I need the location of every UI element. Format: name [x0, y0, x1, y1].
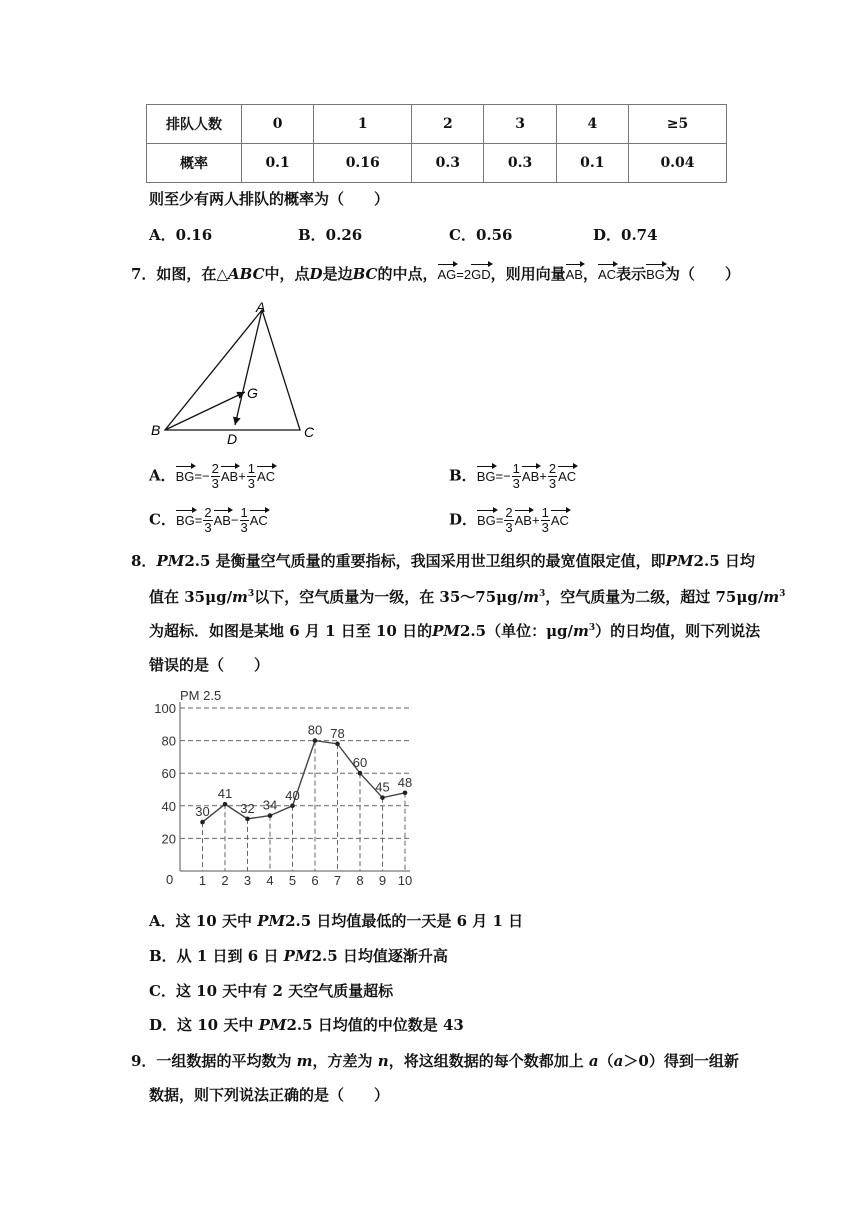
- q7-text: ，: [582, 265, 598, 283]
- option-letter: B．: [449, 466, 477, 485]
- fraction: [541, 506, 550, 535]
- vertex-a-label: A: [256, 299, 266, 315]
- q8-text: ）的日均值，则下列说法: [595, 622, 761, 640]
- vector-bg: BG: [477, 508, 496, 528]
- y-tick-label: 40: [161, 798, 176, 814]
- q8-text: 值在 35μg/: [149, 588, 233, 606]
- y-tick-label: 80: [161, 733, 176, 749]
- vector-bg: BG: [176, 464, 195, 484]
- q9-text: ，将这组数据的每个数都加上: [388, 1052, 589, 1070]
- q6-option-c: C．0.56: [449, 226, 513, 244]
- vector-gd: GD: [471, 262, 491, 282]
- table-cell: 0.04: [628, 144, 726, 183]
- vector-ab: AB: [522, 464, 539, 484]
- numerator: 2: [505, 505, 513, 520]
- vector-ac: AC: [250, 508, 268, 528]
- vector-ac: AC: [257, 464, 275, 484]
- vector-ac: AC: [598, 262, 616, 282]
- q8-text: 2.5 日均值逐渐升高: [311, 947, 448, 965]
- q8-option-a: [149, 910, 523, 931]
- triangle-abc: [165, 310, 300, 430]
- fraction: [548, 462, 557, 491]
- point-g-label: G: [247, 385, 258, 401]
- q8-stem-line-1: [131, 550, 755, 571]
- data-point: [268, 813, 273, 818]
- numerator: 1: [541, 505, 549, 520]
- option-letter: C．: [149, 510, 176, 529]
- y-tick-label: 60: [161, 766, 176, 782]
- q8-text: B．从 1 日到 6 日: [149, 947, 284, 965]
- data-label: 40: [285, 787, 300, 803]
- q8-text: 以下，空气质量为一级，在 35～75μg/: [254, 588, 524, 606]
- q8-text: D．这 10 天中: [149, 1016, 259, 1034]
- denominator: 3: [204, 520, 212, 535]
- vector-ab: AB: [214, 508, 231, 528]
- x-tick-label: 7: [333, 873, 342, 888]
- table-header-cell: 4: [556, 105, 628, 144]
- x-tick-label: 9: [378, 873, 387, 888]
- operator: +: [531, 512, 540, 528]
- q8-text: 2.5（单位：μg/: [459, 622, 574, 640]
- table-cell: 0.16: [314, 144, 412, 183]
- q8-text: 2.5 日均值的中位数是 43: [286, 1016, 464, 1034]
- chart-title: PM 2.5: [180, 688, 222, 703]
- fraction: [240, 506, 249, 535]
- numerator: 2: [548, 461, 557, 476]
- numerator: 2: [204, 505, 212, 520]
- q9-text: ＞0）得到一组新: [623, 1052, 739, 1070]
- q7-text: 中，点: [264, 265, 310, 283]
- vertex-b-label: B: [151, 422, 161, 438]
- x-tick-label: 4: [266, 873, 274, 888]
- q7-text: 是边: [322, 265, 353, 283]
- data-point: [403, 790, 408, 795]
- q8-text: PM: [156, 552, 185, 570]
- q6-option-a: A．0.16: [149, 226, 213, 244]
- operator: +: [539, 468, 547, 484]
- q9-text: n: [377, 1052, 389, 1070]
- x-tick-label: 1: [198, 873, 207, 888]
- table-header-cell: 排队人数: [147, 105, 242, 144]
- table-row: [147, 105, 727, 144]
- x-tick-label: 3: [243, 873, 252, 888]
- q8-option-d: [149, 1014, 464, 1035]
- vector-ac: AC: [558, 464, 576, 484]
- vector-bg: BG: [646, 262, 665, 282]
- fraction: [203, 506, 212, 535]
- q7-option-a: [149, 462, 275, 491]
- fraction: [211, 462, 220, 491]
- q8-text: 2.5 日均值最低的一天是 6 月 1 日: [285, 912, 524, 930]
- q7-text: 为（ ）: [664, 265, 740, 283]
- denominator: 3: [548, 476, 557, 491]
- data-point: [245, 817, 250, 822]
- table-row: [147, 144, 727, 183]
- q8-text: m: [523, 588, 539, 606]
- data-point: [290, 804, 295, 809]
- data-label: 78: [330, 725, 345, 741]
- fraction: [504, 506, 513, 535]
- data-point: [380, 795, 385, 800]
- vertex-c-label: C: [304, 424, 315, 440]
- option-letter: D．: [449, 510, 478, 529]
- q8-text: 3: [247, 589, 255, 599]
- q9-text: m: [296, 1052, 313, 1070]
- triangle-figure: [145, 296, 335, 446]
- q8-text: PM: [432, 622, 460, 640]
- q8-text: 3: [779, 589, 786, 599]
- q9-text: 9．一组数据的平均数为: [131, 1052, 297, 1070]
- q8-stem-line-2: [149, 586, 785, 607]
- data-label: 48: [397, 774, 413, 790]
- table-header-cell: 2: [412, 105, 484, 144]
- data-point: [335, 742, 340, 747]
- q8-stem-line-4: 错误的是（ ）: [149, 656, 270, 674]
- q7-text: D: [309, 265, 323, 283]
- y-tick-label: 100: [154, 701, 176, 716]
- denominator: 3: [512, 476, 520, 491]
- vector-bg: BG: [176, 508, 195, 528]
- vector-ac: AC: [551, 508, 569, 528]
- q7-stem: [131, 262, 740, 284]
- x-tick-label: 10: [397, 873, 413, 888]
- data-label: 30: [195, 804, 210, 820]
- data-label: 41: [217, 786, 233, 802]
- vector-bg: BG: [477, 464, 496, 484]
- table-cell: 概率: [147, 144, 242, 183]
- q8-text: 8．: [131, 552, 157, 570]
- q7-text: 7．如图，在△: [131, 265, 228, 283]
- fraction: [247, 462, 256, 491]
- q7-text: ，则用向量: [490, 265, 566, 283]
- x-tick-label: 5: [288, 873, 297, 888]
- q8-text: PM: [283, 947, 312, 965]
- vector-ab: AB: [515, 508, 532, 528]
- table-header-cell: ≥5: [628, 105, 726, 144]
- q9-text: （: [598, 1052, 614, 1070]
- q8-text: m: [232, 588, 248, 606]
- data-point: [358, 771, 363, 776]
- q7-text: BC: [352, 265, 378, 283]
- q7-text: 的中点，: [377, 265, 438, 283]
- operator: +: [238, 468, 246, 484]
- q7-text: 表示: [616, 265, 647, 283]
- vector-ab: AB: [221, 464, 238, 484]
- operator: =: [495, 512, 504, 528]
- q7-option-b: [449, 462, 576, 491]
- origin-label: 0: [166, 872, 174, 887]
- vector-ag: AG: [438, 262, 457, 282]
- table-cell: 0.1: [556, 144, 628, 183]
- q7-text: ABC: [227, 265, 265, 283]
- data-point: [223, 802, 228, 807]
- q8-text: 3: [538, 589, 546, 599]
- fraction: [512, 462, 521, 491]
- data-point: [313, 738, 318, 743]
- table-cell: 0.1: [242, 144, 314, 183]
- q9-text: a: [588, 1052, 599, 1070]
- probability-table: [146, 104, 727, 183]
- q8-text: A．这 10 天中: [149, 912, 258, 930]
- x-tick-label: 2: [221, 873, 229, 888]
- table-cell: 0.3: [412, 144, 484, 183]
- q8-text: ，空气质量为二级，超过 75μg/: [545, 588, 764, 606]
- data-label: 45: [375, 779, 390, 795]
- q8-text: PM: [258, 1016, 287, 1034]
- denominator: 3: [505, 520, 513, 535]
- q8-stem-line-3: [149, 620, 760, 641]
- q6-option-d: D．0.74: [593, 226, 658, 244]
- q8-text: C．这 10 天中有 2 天空气质量超标: [149, 982, 394, 1000]
- q8-text: 2.5 日均: [693, 552, 755, 570]
- table-header-cell: 0: [242, 105, 314, 144]
- operator: −: [230, 512, 239, 528]
- denominator: 3: [247, 476, 256, 491]
- q9-stem-line-1: [131, 1050, 739, 1071]
- operator: =−: [495, 468, 511, 484]
- operator: =: [194, 512, 203, 528]
- denominator: 3: [240, 520, 248, 535]
- q8-option-c: [149, 980, 393, 1001]
- numerator: 1: [240, 505, 248, 520]
- operator: =−: [194, 468, 210, 484]
- q8-text: PM: [665, 552, 694, 570]
- q6-option-b: B．0.26: [298, 226, 363, 244]
- vector-ab: AB: [566, 262, 583, 282]
- data-label: 32: [240, 800, 255, 816]
- data-point: [200, 820, 205, 825]
- q8-text: 为超标．如图是某地 6 月 1 日至 10 日的: [149, 622, 433, 640]
- x-tick-label: 6: [311, 873, 319, 888]
- q8-text: 2.5 是衡量空气质量的重要指标，我国采用世卫组织的最宽值限定值，即: [184, 552, 666, 570]
- option-letter: A．: [149, 466, 176, 485]
- table-cell: 0.3: [484, 144, 556, 183]
- q8-option-b: [149, 945, 448, 966]
- vector-bg-arrow: [165, 392, 245, 430]
- q7-option-d: [449, 506, 569, 535]
- table-header-cell: 3: [484, 105, 556, 144]
- q8-text: m: [573, 622, 589, 640]
- q8-text: 3: [588, 623, 596, 633]
- q9-text: a: [613, 1052, 624, 1070]
- q8-text: PM: [257, 912, 286, 930]
- y-tick-label: 20: [161, 831, 176, 847]
- q8-text: m: [763, 588, 780, 606]
- denominator: 3: [211, 476, 219, 491]
- table-header-cell: 1: [314, 105, 412, 144]
- x-tick-label: 8: [356, 873, 364, 888]
- pm25-line-chart: [140, 684, 420, 894]
- denominator: 3: [541, 520, 549, 535]
- q7-equation: =2: [456, 267, 472, 282]
- data-label: 34: [262, 797, 278, 813]
- point-d-label: D: [227, 431, 238, 446]
- numerator: 2: [211, 461, 219, 476]
- q9-text: ，方差为: [312, 1052, 378, 1070]
- data-label: 80: [307, 722, 323, 738]
- q6-stem: 则至少有两人排队的概率为（ ）: [149, 190, 390, 208]
- numerator: 1: [512, 461, 520, 476]
- numerator: 1: [247, 461, 256, 476]
- q7-option-c: [149, 506, 268, 535]
- data-label: 60: [352, 755, 368, 771]
- q9-stem-line-2: 数据，则下列说法正确的是（ ）: [149, 1086, 390, 1104]
